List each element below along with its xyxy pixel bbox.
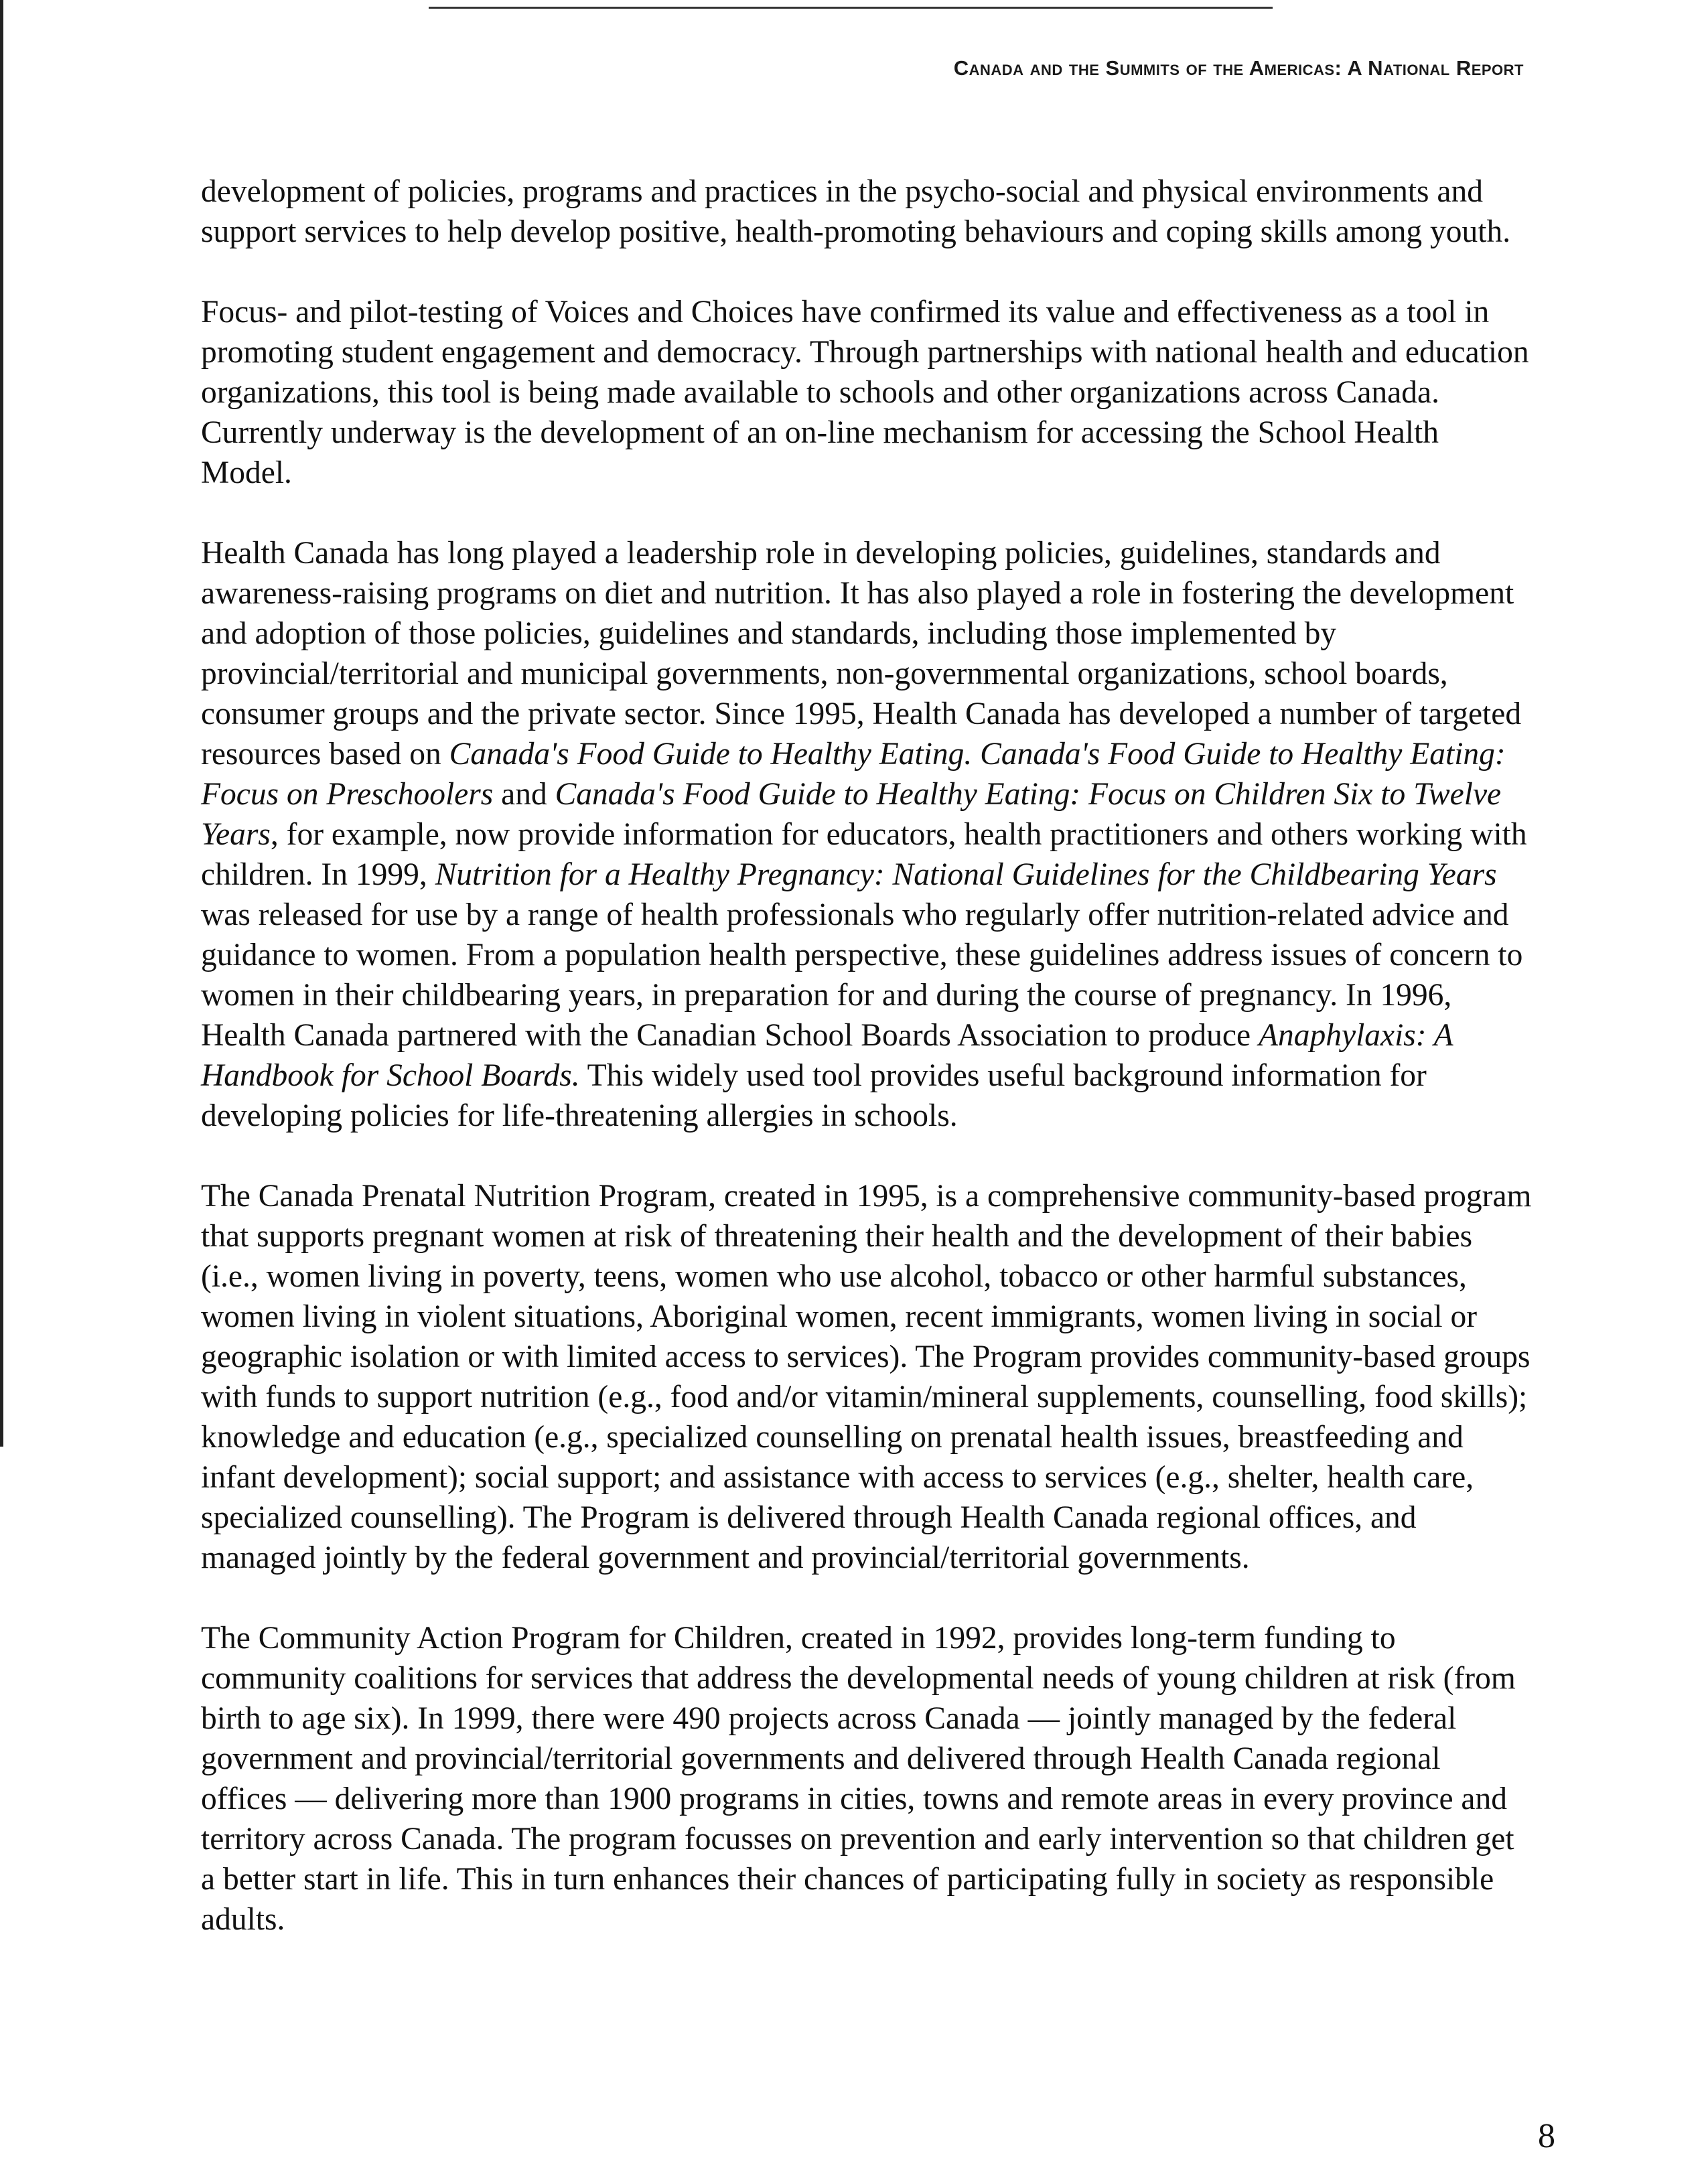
top-rule	[429, 7, 1273, 9]
italic-title-text: Nutrition for a Healthy Pregnancy: National Guidelines for the Childbearing Years	[435, 857, 1497, 892]
page-number: 8	[1538, 2117, 1555, 2155]
paragraph-text: and	[493, 777, 555, 812]
paragraph	[201, 533, 1534, 1136]
italic-title-text: Anaphylaxis: A Handbook for School Boards.	[201, 1018, 1453, 1093]
paragraph	[201, 292, 1534, 493]
paragraph-text: Focus- and pilot-testing of Voices and Choices have confirmed its value and effectiveness as a tool in promoting student engagement and democracy. Through partnerships with national health and education organizations, this tool is being made available to schools and other organizations across Canada. Currently underway is the development of an on-line mechanism for accessing the School Health Model.	[201, 295, 1529, 490]
paragraph-text: The Community Action Program for Children, created in 1992, provides long-term funding to community coalitions for services that address the developmental needs of young children at risk (from birth to age six). In 1999, there were 490 projects across Canada — jointly managed by the federal government and provincial/territorial governments and delivered through Health Canada regional offices — delivering more than 1900 programs in cities, towns and remote areas in every province and territory across Canada. The program focusses on prevention and early intervention so that children get a better start in life. This in turn enhances their chances of participating fully in society as responsible adults.	[201, 1621, 1516, 1937]
paragraph-text: The Canada Prenatal Nutrition Program, created in 1995, is a comprehensive community-based program that supports pregnant women at risk of threatening their health and the development of their babies (i.e., women living in poverty, teens, women who use alcohol, tobacco or other harmful substances, women living in violent situations, Aboriginal women, recent immigrants, women living in social or geographic isolation or with limited access to services). The Program provides community-based groups with funds to support nutrition (e.g., food and/or vitamin/mineral supplements, counselling, food skills); knowledge and education (e.g., specialized counselling on prenatal health issues, breastfeeding and infant development); social support; and assistance with access to services (e.g., shelter, health care, specialized counselling). The Program is delivered through Health Canada regional offices, and managed jointly by the federal government and provincial/territorial governments.	[201, 1179, 1532, 1575]
paragraph-text: was released for use by a range of health professionals who regularly offer nutrition-related advice and guidance to women. From a population health perspective, these guidelines address issues of concern to women in their childbearing years, in preparation for and during the course of pregnancy. In 1996, Health Canada partnered with the Canadian School Boards Association to produce	[201, 897, 1523, 1053]
running-header: Canada and the Summits of the Americas: A National Report	[953, 56, 1524, 80]
body-text	[201, 171, 1534, 1980]
scan-left-edge-rule	[0, 0, 3, 1447]
paragraph-text: , for example, now provide information for educators, health practitioners and others working with children. In 1999,	[201, 817, 1527, 892]
paragraph-text: This widely used tool provides useful background information for developing policies for life-threatening allergies in schools.	[201, 1058, 1427, 1133]
italic-title-text: Canada's Food Guide to Healthy Eating. Canada's Food Guide to Healthy Eating: Focus on Preschoolers	[201, 737, 1506, 812]
paragraph-text: development of policies, programs and practices in the psycho-social and physical environments and support services to help develop positive, health-promoting behaviours and coping skills among youth.	[201, 174, 1511, 249]
paragraph	[201, 1618, 1534, 1940]
paragraph	[201, 1176, 1534, 1578]
italic-title-text: Canada's Food Guide to Healthy Eating: Focus on Children Six to Twelve Years	[201, 777, 1502, 852]
paragraph-text: Health Canada has long played a leadership role in developing policies, guidelines, standards and awareness-raising programs on diet and nutrition. It has also played a role in fostering the development and adoption of those policies, guidelines and standards, including those implemented by provincial/territorial and municipal governments, non-governmental organizations, school boards, consumer groups and the private sector. Since 1995, Health Canada has developed a number of targeted resources based on	[201, 536, 1522, 772]
paragraph	[201, 171, 1534, 252]
